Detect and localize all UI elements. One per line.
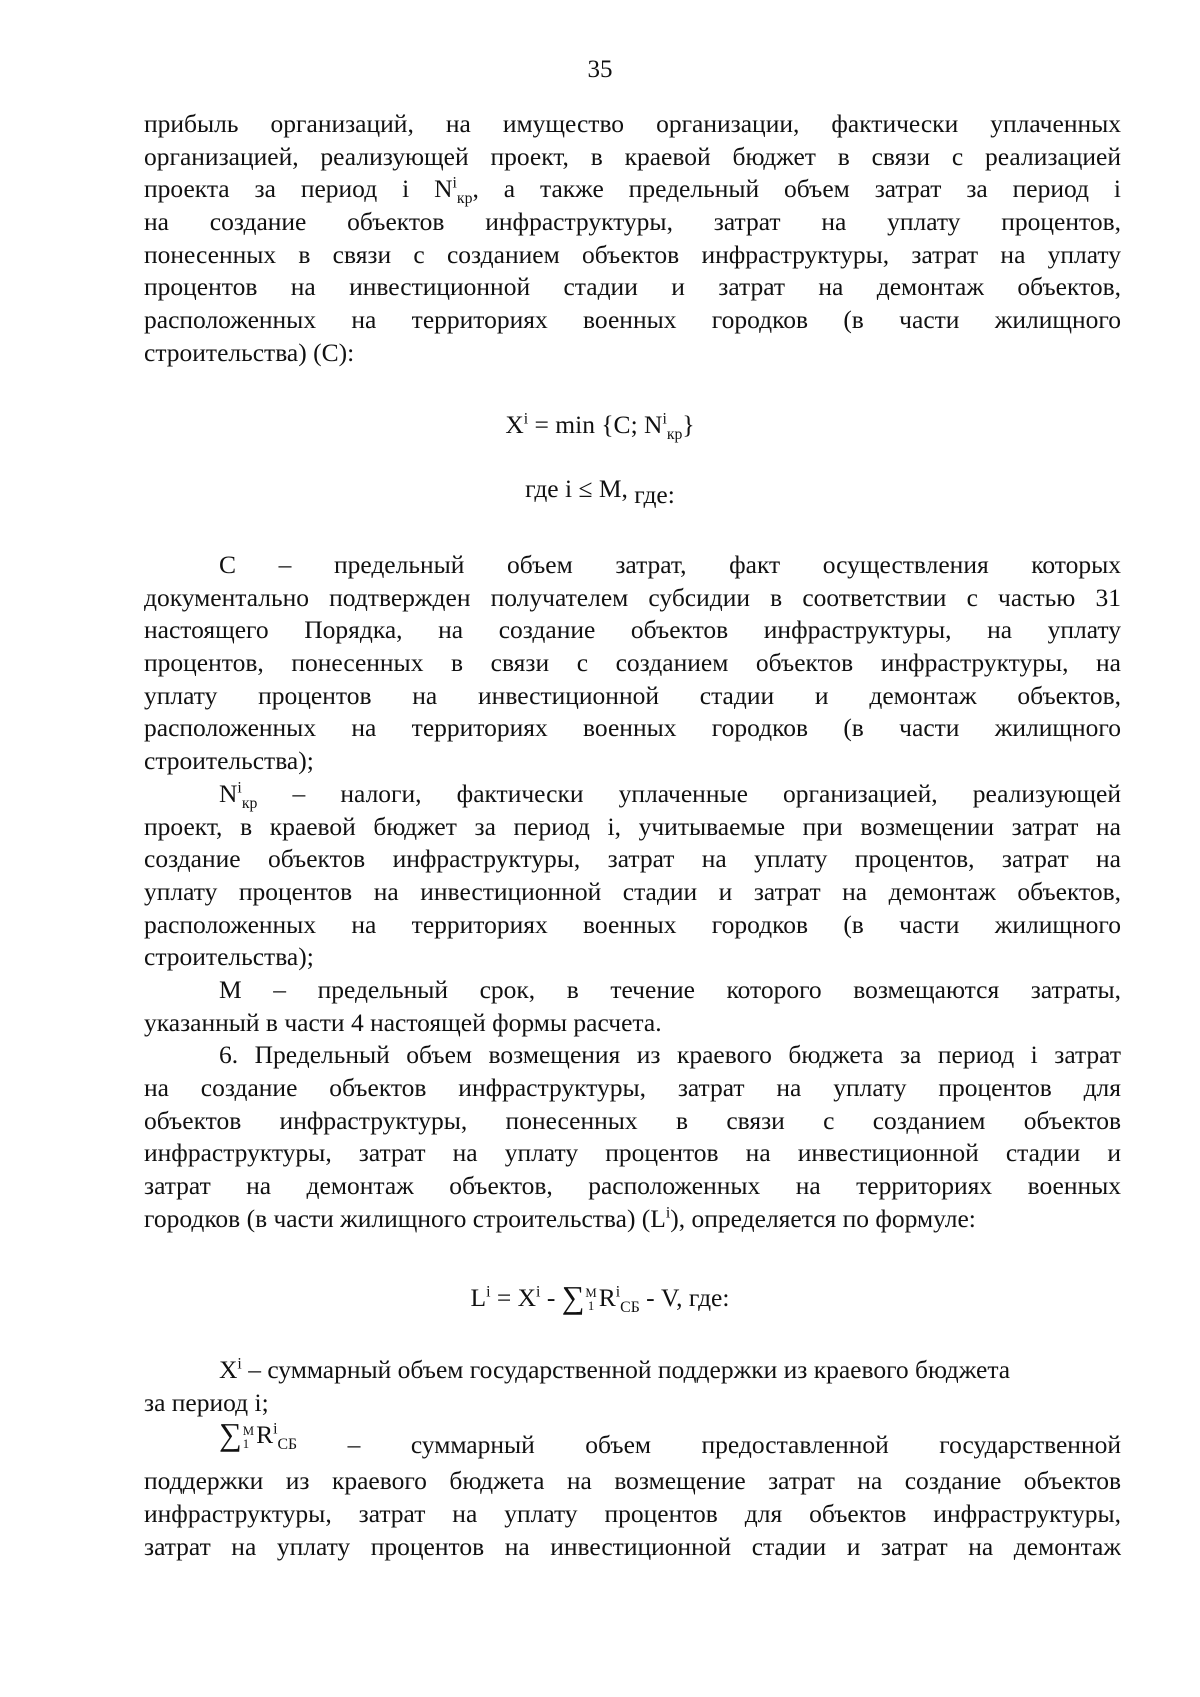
text-line: строительства); [144, 746, 314, 776]
text-line: объектов инфраструктуры, понесенных в связи с созданием объектов [144, 1105, 1121, 1135]
text-line: создание объектов инфраструктуры, затрат на уплату процентов, затрат на [144, 844, 1121, 874]
text-line: на создание объектов инфраструктуры, затрат на уплату процентов, [144, 207, 1121, 237]
text-line: за период i; [144, 1387, 269, 1417]
text-line: прибыль организаций, на имущество организации, фактически уплаченных [144, 109, 1121, 138]
text-line: расположенных на территориях военных городков (в части жилищного [144, 909, 1121, 939]
sum-symbol: ∑ [561, 1280, 585, 1315]
formula-where-i: где i ≤ M, где: [525, 474, 675, 509]
text-line: C – предельный объем затрат, факт осуществления которых [219, 550, 1121, 579]
text-line: проект, в краевой бюджет за период i, учитываемые при возмещении затрат на [144, 811, 1121, 841]
text-line: затрат на уплату процентов на инвестиционной стадии и затрат на демонтаж [144, 1531, 1121, 1561]
formula-x-min: $X^i = \min \{C$; $N^i_{кр}$} [505, 410, 695, 444]
text-line: $X^i$ – суммарный объем государственной поддержки из краевого бюджета [219, 1355, 1011, 1384]
text-line: уплату процентов на инвестиционной стадии и демонтаж объектов, [144, 680, 1121, 710]
text-line: указанный в части 4 настоящей формы расчета. [144, 1007, 662, 1037]
text-line: 6. Предельный объем возмещения из краевого бюджета за период i затрат [219, 1040, 1121, 1070]
text-line: процентов, понесенных в связи с созданием объектов инфраструктуры, на [144, 648, 1121, 678]
text-line: документально подтвержден получателем субсидии в соответствии с частью 31 [144, 582, 1121, 612]
text-line: расположенных на территориях военных городков (в части жилищного [144, 713, 1121, 743]
text-line: настоящего Порядка, на создание объектов инфраструктуры, на уплату [144, 615, 1121, 645]
text-line: инфраструктуры, затрат на уплату процентов для объектов инфраструктуры, [144, 1499, 1121, 1529]
text-line: на создание объектов инфраструктуры, затрат на уплату процентов для [144, 1073, 1121, 1102]
definitions-block [144, 549, 1121, 1235]
sum-limits: M 1 [585, 1286, 597, 1314]
definitions-block-2 [144, 1354, 1121, 1563]
intro-paragraph [144, 108, 1121, 370]
text-line: понесенных в связи с созданием объектов инфраструктуры, затрат на уплату [144, 239, 1121, 269]
text-line: $N^i_{кр}$ – налоги, фактически уплаченные организацией, реализующей [219, 778, 1121, 812]
text-line: городков (в части жилищного строительства) $(L^i)$, определяется по формуле: [144, 1203, 976, 1233]
text-line: строительства) (C): [144, 337, 355, 367]
sum-expression: ∑ M 1 $R^i_{СБ}$ [219, 1417, 298, 1454]
text-line: расположенных на территориях военных городков (в части жилищного [144, 305, 1121, 335]
text-line: уплату процентов на инвестиционной стадии и затрат на демонтаж объектов, [144, 876, 1121, 906]
text-line: процентов на инвестиционной стадии и затрат на демонтаж объектов, [144, 272, 1121, 302]
page-number: 35 [587, 56, 613, 83]
text-line: ∑ M 1 $R^i_{СБ}$ – суммарный объем предоставленной государственной [144, 1419, 1121, 1465]
formula-l: $L^i = X^i$ - ∑ M 1 $R^i_{СБ}$ - V, где: [470, 1280, 730, 1317]
text-line: организацией, реализующей проект, в краевой бюджет в связи с реализацией [144, 141, 1121, 171]
text-line: M – предельный срок, в течение которого возмещаются затраты, [219, 974, 1121, 1004]
text-line: проекта за период i $N^i_{кр}$, а также предельный объем затрат за период i [144, 174, 1122, 208]
text-line: строительства); [144, 942, 314, 972]
text-line: поддержки из краевого бюджета на возмещение затрат на создание объектов [144, 1466, 1121, 1496]
text-line: инфраструктуры, затрат на уплату процентов на инвестиционной стадии и [144, 1138, 1121, 1168]
text-line: затрат на демонтаж объектов, расположенных на территориях военных [144, 1171, 1121, 1201]
